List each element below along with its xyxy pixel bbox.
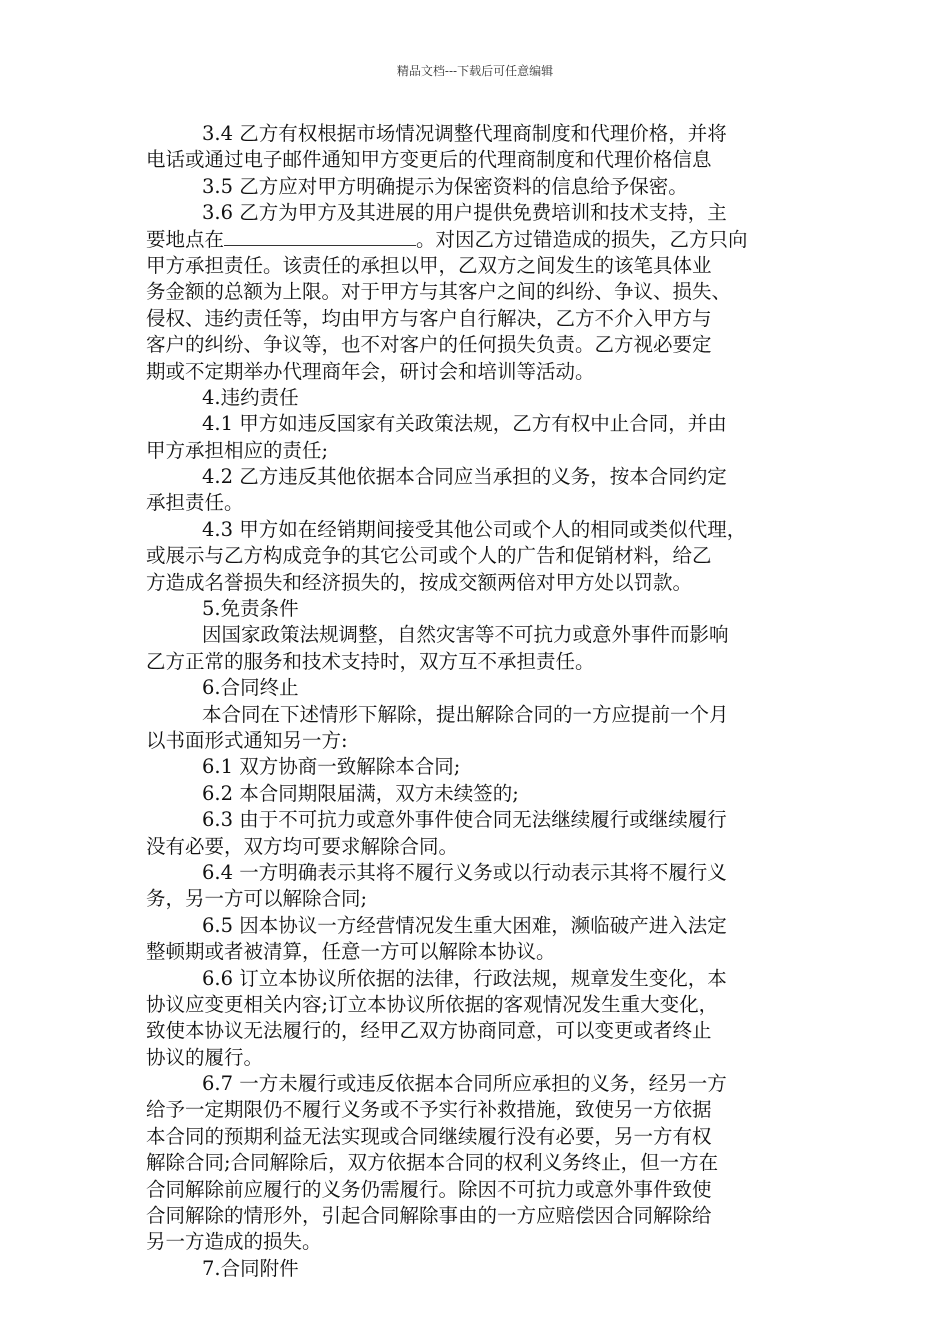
- text-line: 务，另一方可以解除合同;: [146, 887, 368, 911]
- text-line: 承担责任。: [146, 491, 244, 515]
- text-line: 3.5 乙方应对甲方明确提示为保密资料的信息给予保密。: [202, 174, 688, 198]
- text-line: 6.7 一方未履行或违反依据本合同所应承担的义务，经另一方: [202, 1072, 727, 1096]
- text-line: 3.4 乙方有权根据市场情况调整代理商制度和代理价格，并将: [202, 122, 727, 145]
- text-line: 合同解除的情形外，引起合同解除事由的一方应赔偿因合同解除给: [146, 1204, 712, 1228]
- text-line: 电话或通过电子邮件通知甲方变更后的代理商制度和代理价格信息: [146, 148, 712, 172]
- text-line: 侵权、违约责任等，均由甲方与客户自行解决，乙方不介入甲方与: [146, 306, 712, 330]
- text-line: 协议应变更相关内容;订立本协议所依据的客观情况发生重大变化，: [146, 992, 719, 1016]
- page-header: 精品文档---下载后可任意编辑: [396, 64, 554, 78]
- text-line: [146, 227, 814, 253]
- text-line: 本合同在下述情形下解除，提出解除合同的一方应提前一个月: [202, 702, 729, 726]
- text-line: 甲方承担责任。该责任的承担以甲，乙双方之间发生的该笔具体业: [146, 253, 712, 277]
- text-line: 6.5 因本协议一方经营情况发生重大困难，濒临破产进入法定: [202, 913, 727, 937]
- text-line: 给予一定期限仍不履行义务或不予实行补救措施，致使另一方依据: [146, 1098, 712, 1122]
- text-line: 另一方造成的损失。: [146, 1230, 322, 1254]
- text-line: 本合同的预期利益无法实现或合同继续履行没有必要，另一方有权: [146, 1124, 712, 1148]
- text-line: 4.1 甲方如违反国家有关政策法规，乙方有权中止合同，并由: [202, 412, 727, 436]
- text-line: 5.免责条件: [202, 597, 299, 621]
- text-line: 4.2 乙方违反其他依据本合同应当承担的义务，按本合同约定: [202, 465, 727, 489]
- text-line: 以书面形式通知另一方:: [146, 728, 348, 752]
- text-line: 6.1 双方协商一致解除本合同;: [202, 755, 461, 779]
- text-line: 甲方承担相应的责任;: [146, 438, 329, 462]
- text-line: 6.2 本合同期限届满，双方未续签的;: [202, 781, 519, 805]
- text-line: 或展示与乙方构成竞争的其它公司或个人的广告和促销材料，给乙: [146, 544, 712, 568]
- text-line: 解除合同;合同解除后，双方依据本合同的权利义务终止，但一方在: [146, 1151, 719, 1175]
- text-line: 6.合同终止: [202, 676, 299, 700]
- text-line: 期或不定期举办代理商年会，研讨会和培训等活动。: [146, 359, 595, 383]
- text-line: 4.3 甲方如在经销期间接受其他公司或个人的相同或类似代理，: [202, 517, 747, 541]
- text-line: 协议的履行。: [146, 1045, 264, 1069]
- text-line: 务金额的总额为上限。对于甲方与其客户之间的纠纷、争议、损失、: [146, 280, 732, 304]
- text-line: 没有必要，双方均可要求解除合同。: [146, 834, 459, 858]
- text-line: 4.违约责任: [202, 385, 299, 409]
- text-line: 7.合同附件: [202, 1256, 299, 1280]
- text-line: 因国家政策法规调整，自然灾害等不可抗力或意外事件而影响: [202, 623, 729, 647]
- text-line: 整顿期或者被清算，任意一方可以解除本协议。: [146, 940, 556, 964]
- text-line: 乙方正常的服务和技术支持时，双方互不承担责任。: [146, 649, 595, 673]
- document-body: [146, 121, 814, 1282]
- text-line: 方造成名誉损失和经济损失的，按成交额两倍对甲方处以罚款。: [146, 570, 693, 594]
- text-line: 6.6 订立本协议所依据的法律，行政法规，规章发生变化，本: [202, 966, 727, 990]
- line-text-after-blank: 。对因乙方过错造成的损失，乙方只向: [416, 227, 748, 251]
- fill-in-blank: [224, 227, 416, 246]
- text-line: 3.6 乙方为甲方及其进展的用户提供免费培训和技术支持，主: [202, 201, 727, 225]
- text-line: 6.3 由于不可抗力或意外事件使合同无法继续履行或继续履行: [202, 808, 727, 832]
- line-text-before-blank: 要地点在: [146, 227, 225, 251]
- text-line: 合同解除前应履行的义务仍需履行。除因不可抗力或意外事件致使: [146, 1177, 712, 1201]
- text-line: 客户的纠纷、争议等，也不对客户的任何损失负责。乙方视必要定: [146, 333, 712, 357]
- text-line: 致使本协议无法履行的，经甲乙双方协商同意，可以变更或者终止: [146, 1019, 712, 1043]
- text-line: 6.4 一方明确表示其将不履行义务或以行动表示其将不履行义: [202, 860, 727, 884]
